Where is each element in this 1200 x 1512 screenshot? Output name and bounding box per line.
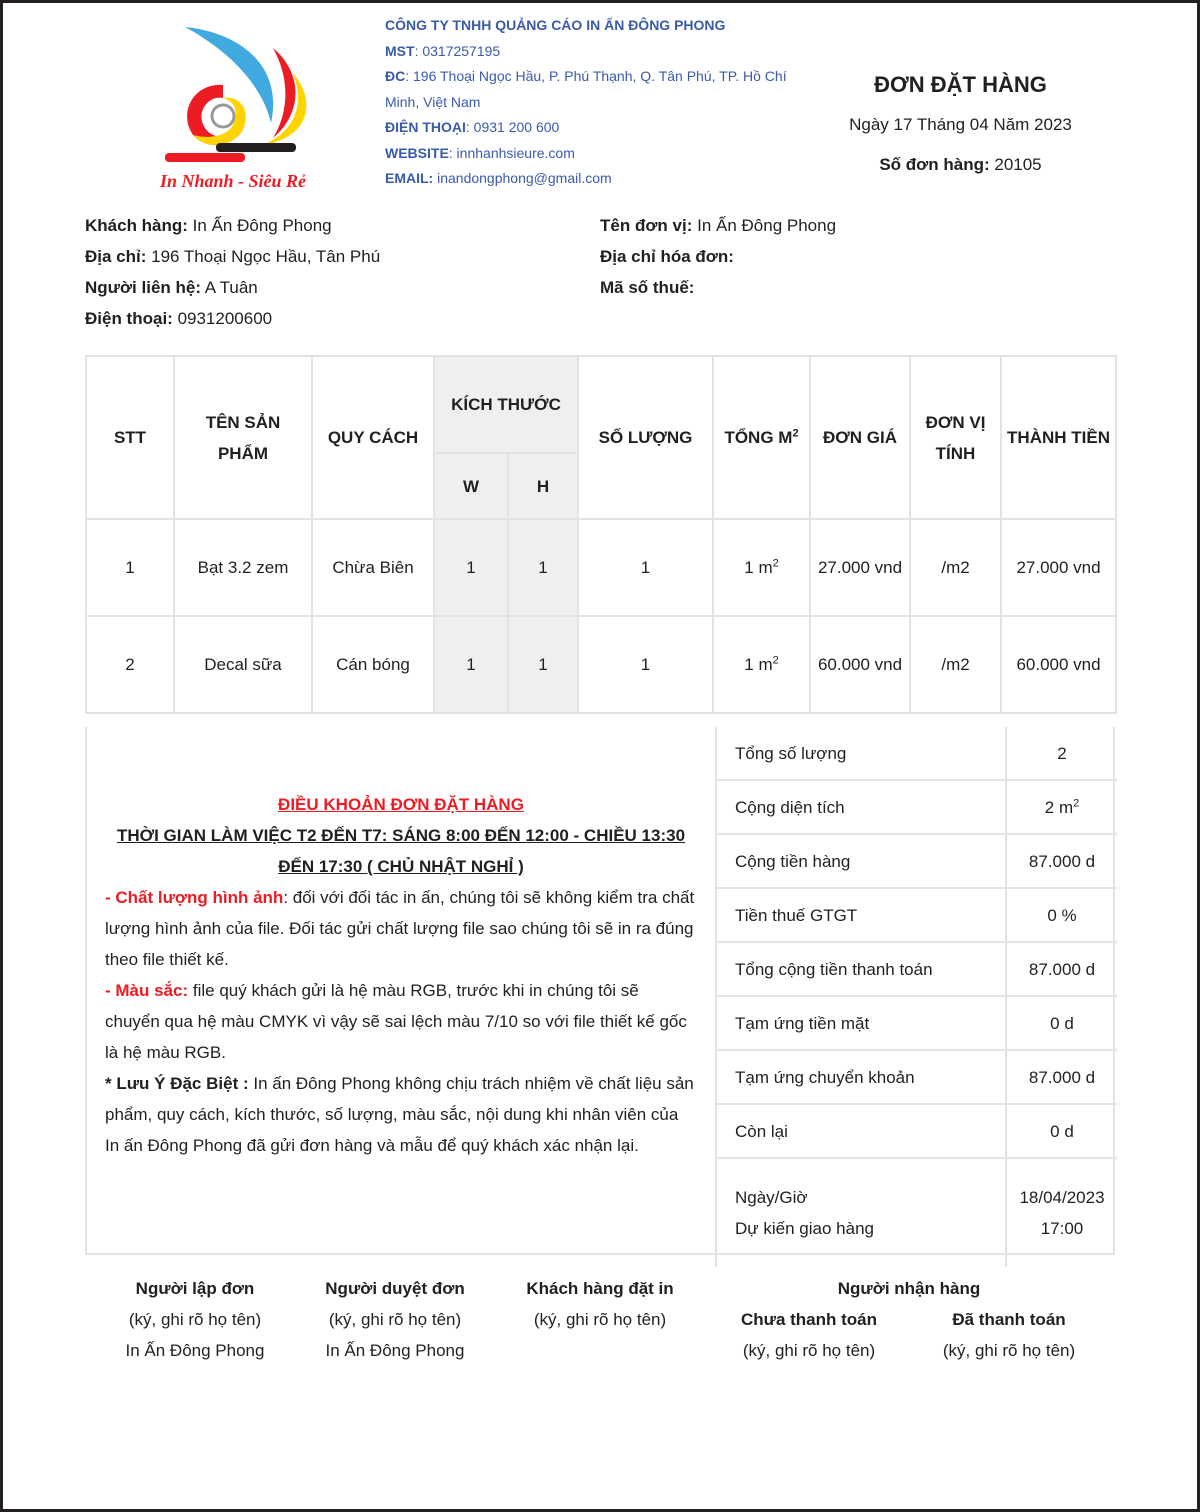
cell-qty: 1 — [578, 519, 713, 616]
customer-address-line — [85, 241, 380, 272]
cell-product: Bạt 3.2 zem — [174, 519, 312, 616]
summary-row — [716, 888, 1117, 942]
company-name: CÔNG TY TNHH QUẢNG CÁO IN ẤN ĐÔNG PHONG — [385, 17, 726, 33]
header-total-m2-label: TỔNG M — [724, 428, 793, 447]
summary-row — [716, 780, 1117, 834]
company-website-value[interactable]: : innhanhsieure.com — [448, 144, 575, 161]
terms-color — [105, 975, 697, 1068]
cell-stt: 2 — [86, 616, 174, 713]
customer-phone-line — [85, 303, 380, 334]
unit-name-line — [600, 210, 836, 241]
signature-creator-name: In Ấn Đông Phong — [125, 1341, 265, 1360]
header-total-m2-sup: 2 — [792, 427, 799, 440]
cell-amount: 27.000 vnd — [1001, 519, 1116, 616]
signature-creator — [95, 1273, 295, 1366]
terms-note — [105, 1068, 697, 1161]
signature-receiver-title: Người nhận hàng — [837, 1279, 981, 1298]
company-address-value: : 196 Thoại Ngọc Hầu, P. Phú Thạnh, Q. Tân Phú, TP. Hồ Chí Minh, Việt Nam — [385, 68, 787, 110]
company-website-line — [385, 141, 795, 167]
signature-unpaid-note: (ký, ghi rõ họ tên) — [742, 1341, 876, 1360]
terms-note-text: In ấn Đông Phong không chịu trách nhiệm về chất liệu sản phẩm, quy cách, kích thước, số lượng, màu sắc, nội dung khi nhân viên của In ấn Đông Phong đã gửi đơn hàng và mẫu để quý khách xác nhận lại. — [105, 1074, 694, 1155]
company-email-label: EMAIL: — [385, 170, 434, 186]
signature-approver — [295, 1273, 495, 1366]
customer-address-value: 196 Thoại Ngọc Hầu, Tân Phú — [146, 247, 381, 266]
table-header-row — [86, 356, 1116, 453]
order-number-label: Số đơn hàng: — [879, 155, 990, 174]
delivery-value — [1006, 1158, 1117, 1267]
summary-row — [716, 727, 1117, 780]
header-width: W — [434, 453, 508, 519]
signature-approver-note: (ký, ghi rõ họ tên) — [328, 1310, 462, 1329]
company-address-label: ĐC — [385, 68, 406, 84]
customer-phone-label: Điện thoại: — [85, 309, 173, 328]
customer-name-label: Khách hàng: — [85, 216, 188, 235]
logo-graphic-icon — [123, 13, 343, 193]
billing-address-label: Địa chỉ hóa đơn: — [600, 247, 734, 266]
order-summary-table — [715, 727, 1117, 1267]
company-info — [385, 13, 795, 192]
order-number-value: 20105 — [989, 155, 1042, 174]
company-tax-line — [385, 39, 795, 65]
header-total-m2 — [713, 356, 810, 519]
header-qty: SỐ LƯỢNG — [578, 356, 713, 519]
table-row — [86, 519, 1116, 616]
summary-row — [716, 834, 1117, 888]
signature-paid-note: (ký, ghi rõ họ tên) — [942, 1341, 1076, 1360]
summary-row — [716, 996, 1117, 1050]
terms-quality-label: - Chất lượng hình ảnh — [105, 888, 284, 907]
cell-product: Decal sữa — [174, 616, 312, 713]
delivery-label — [716, 1158, 1006, 1267]
header-spec: QUY CÁCH — [312, 356, 434, 519]
summary-value: 87.000 d — [1006, 834, 1117, 888]
cell-qty: 1 — [578, 616, 713, 713]
signature-customer-note: (ký, ghi rõ họ tên) — [533, 1310, 667, 1329]
header-stt: STT — [86, 356, 174, 519]
terms-color-text: file quý khách gửi là hệ màu RGB, trước khi in chúng tôi sẽ chuyển qua hệ màu CMYK vì vậy sẽ sai lệch màu 7/10 so với file thiết kế gốc là hệ màu RGB. — [105, 981, 687, 1062]
summary-label: Tạm ứng tiền mặt — [716, 996, 1006, 1050]
billing-info — [600, 210, 836, 303]
summary-row-delivery — [716, 1158, 1117, 1267]
order-title: ĐƠN ĐẶT HÀNG — [874, 72, 1047, 97]
cell-spec: Chừa Biên — [312, 519, 434, 616]
delivery-date: 18/04/2023 — [1019, 1188, 1105, 1207]
company-tax-label: MST — [385, 42, 415, 59]
order-date: Ngày 17 Tháng 04 Năm 2023 — [849, 115, 1072, 134]
header-height: H — [508, 453, 578, 519]
cell-m2-value: 1 m — [744, 655, 773, 674]
signature-unpaid-title: Chưa thanh toán — [740, 1310, 878, 1329]
header-product: TÊN SẢN PHẨM — [174, 356, 312, 519]
summary-label: Cộng tiền hàng — [716, 834, 1006, 888]
company-phone-label: ĐIỆN THOẠI — [385, 119, 466, 135]
customer-contact-value: A Tuân — [201, 278, 258, 297]
cell-spec: Cán bóng — [312, 616, 434, 713]
order-header — [818, 65, 1103, 185]
cell-m2-sup: 2 — [772, 557, 779, 570]
terms-quality-text: : đối với đối tác in ấn, chúng tôi sẽ không kiểm tra chất lượng hình ảnh của file. Đối tác gửi chất lượng file sao chúng tôi sẽ in ra đúng theo file thiết kế. — [105, 888, 695, 969]
cell-m2-value: 1 m — [744, 558, 773, 577]
signature-creator-note: (ký, ghi rõ họ tên) — [128, 1310, 262, 1329]
cell-unit: /m2 — [910, 616, 1001, 713]
terms-and-summary — [85, 727, 1115, 1255]
cell-height: 1 — [508, 519, 578, 616]
delivery-label-line2: Dự kiến giao hàng — [735, 1219, 874, 1238]
summary-value: 0 d — [1006, 1104, 1117, 1158]
customer-name-value: In Ấn Đông Phong — [187, 216, 332, 235]
cell-m2 — [713, 616, 810, 713]
cell-stt: 1 — [86, 519, 174, 616]
cell-width: 1 — [434, 616, 508, 713]
customer-phone-value: 0931200600 — [172, 309, 273, 328]
company-website-label: WEBSITE — [385, 144, 449, 161]
summary-row — [716, 942, 1117, 996]
cell-width: 1 — [434, 519, 508, 616]
customer-info — [85, 210, 380, 334]
header-unit-price: ĐƠN GIÁ — [810, 356, 910, 519]
terms-note-label: * Lưu Ý Đặc Biệt : — [105, 1074, 249, 1093]
header-unit: ĐƠN VỊ TÍNH — [910, 356, 1001, 519]
summary-value — [1006, 780, 1117, 834]
company-address-line — [385, 64, 795, 115]
signature-customer — [500, 1273, 700, 1335]
company-logo — [123, 13, 343, 193]
summary-label: Cộng diện tích — [716, 780, 1006, 834]
company-phone-line — [385, 115, 795, 141]
billing-address-line — [600, 241, 836, 272]
summary-area-value: 2 m — [1044, 797, 1074, 817]
summary-value: 0 d — [1006, 996, 1117, 1050]
cell-m2 — [713, 519, 810, 616]
signature-unpaid — [709, 1304, 909, 1366]
working-hours: THỜI GIAN LÀM VIỆC T2 ĐẾN T7: SÁNG 8:00 ĐẾN 12:00 - CHIỀU 13:30 ĐẾN 17:30 ( CHỦ NHẬT NGHỈ ) — [116, 826, 686, 876]
delivery-time: 17:00 — [1040, 1219, 1084, 1238]
unit-name-label: Tên đơn vị: — [600, 216, 693, 235]
terms-title: ĐIỀU KHOẢN ĐƠN ĐẶT HÀNG — [278, 795, 524, 814]
header-size: KÍCH THƯỚC — [434, 356, 578, 453]
summary-value: 87.000 d — [1006, 1050, 1117, 1104]
signature-creator-title: Người lập đơn — [135, 1279, 255, 1298]
delivery-label-line1: Ngày/Giờ — [735, 1188, 808, 1207]
summary-label: Tổng số lượng — [716, 727, 1006, 780]
unit-name-value: In Ấn Đông Phong — [692, 216, 837, 235]
terms-color-label: - Màu sắc: — [105, 981, 189, 1000]
logo-slogan: In Nhanh - Siêu Rẻ — [159, 171, 307, 191]
signature-paid-title: Đã thanh toán — [952, 1310, 1066, 1329]
customer-name-line — [85, 210, 380, 241]
company-tax-value: : 0317257195 — [414, 42, 501, 59]
terms-quality — [105, 882, 697, 975]
signature-paid — [909, 1304, 1109, 1366]
order-terms — [105, 789, 697, 1161]
customer-contact-line — [85, 272, 380, 303]
summary-row — [716, 1104, 1117, 1158]
cell-unit: /m2 — [910, 519, 1001, 616]
cell-amount: 60.000 vnd — [1001, 616, 1116, 713]
cell-unit-price: 60.000 vnd — [810, 616, 910, 713]
cell-m2-sup: 2 — [772, 654, 779, 667]
summary-row — [716, 1050, 1117, 1104]
tax-code-label: Mã số thuế: — [600, 278, 695, 297]
table-row — [86, 616, 1116, 713]
cell-unit-price: 27.000 vnd — [810, 519, 910, 616]
summary-label: Còn lại — [716, 1104, 1006, 1158]
signature-receiver-columns — [709, 1304, 1109, 1366]
signature-approver-title: Người duyệt đơn — [325, 1279, 465, 1298]
company-email-line — [385, 166, 795, 192]
summary-area-sup: 2 — [1073, 796, 1080, 809]
customer-contact-label: Người liên hệ: — [85, 278, 202, 297]
order-number — [818, 145, 1103, 185]
order-items-table — [85, 355, 1117, 714]
company-phone-value: : 0931 200 600 — [465, 119, 560, 135]
signature-customer-title: Khách hàng đặt in — [526, 1279, 674, 1298]
summary-label: Tổng cộng tiền thanh toán — [716, 942, 1006, 996]
header-amount: THÀNH TIỀN — [1001, 356, 1116, 519]
tax-code-line — [600, 272, 836, 303]
cell-height: 1 — [508, 616, 578, 713]
summary-label: Tiền thuế GTGT — [716, 888, 1006, 942]
company-email-value[interactable]: inandongphong@gmail.com — [433, 170, 612, 186]
summary-label: Tạm ứng chuyển khoản — [716, 1050, 1006, 1104]
customer-address-label: Địa chỉ: — [85, 247, 147, 266]
summary-value: 2 — [1006, 727, 1117, 780]
signature-receiver — [709, 1273, 1109, 1366]
summary-value: 0 % — [1006, 888, 1117, 942]
signature-approver-name: In Ấn Đông Phong — [325, 1341, 465, 1360]
summary-value: 87.000 d — [1006, 942, 1117, 996]
